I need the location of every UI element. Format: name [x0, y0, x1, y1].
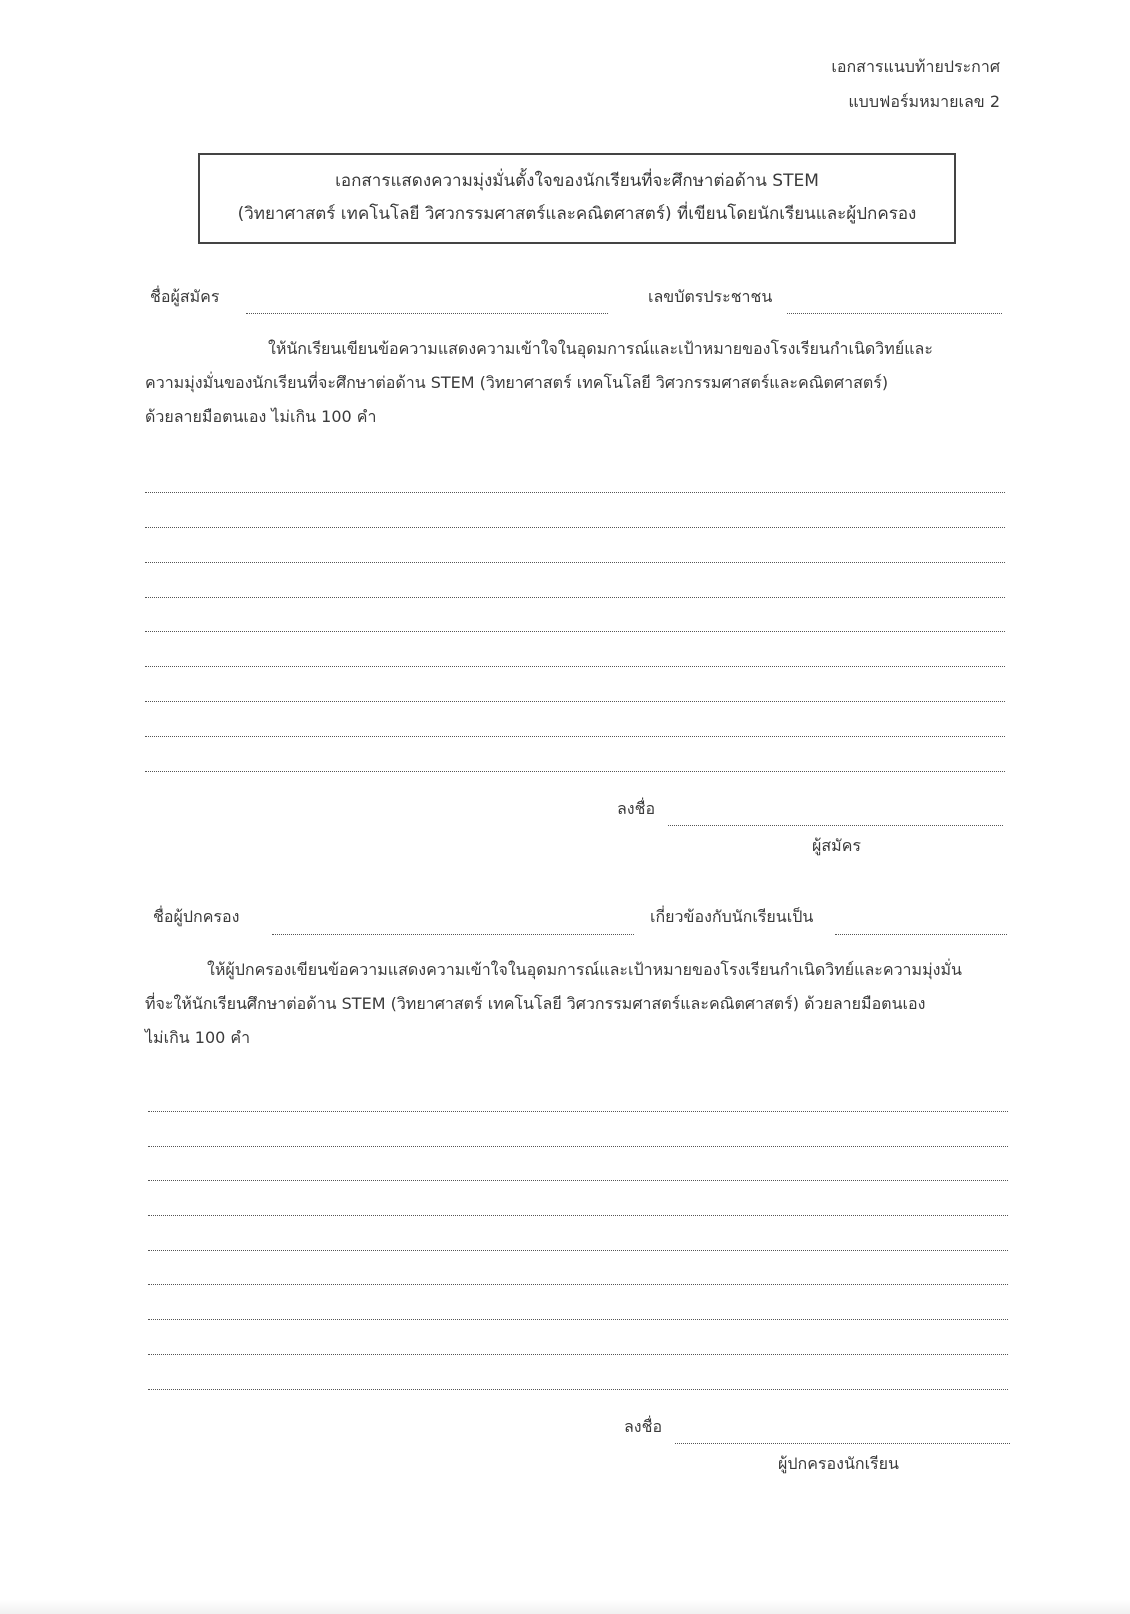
guardian-name-label: ชื่อผู้ปกครอง	[153, 907, 240, 926]
applicant-writing-line[interactable]	[145, 562, 1005, 563]
guardian-writing-line[interactable]	[148, 1180, 1008, 1181]
guardian-instruction-line-1: ให้ผู้ปกครองเขียนข้อความแสดงความเข้าใจในอุดมการณ์และเป้าหมายของโรงเรียนกำเนิดวิทย์และความมุ่งมั่น	[207, 960, 962, 979]
guardian-sign-label: ลงชื่อ	[624, 1417, 663, 1436]
guardian-instruction	[145, 953, 1005, 1055]
applicant-writing-line[interactable]	[145, 771, 1005, 772]
header-attachment-label: เอกสารแนบท้ายประกาศ	[831, 57, 1000, 76]
guardian-instruction-line-3: ไม่เกิน 100 คำ	[145, 1028, 251, 1047]
guardian-name-field[interactable]	[272, 934, 634, 935]
header-form-number: แบบฟอร์มหมายเลข 2	[848, 92, 1000, 111]
guardian-instruction-line-2: ที่จะให้นักเรียนศึกษาต่อด้าน STEM (วิทยาศาสตร์ เทคโนโลยี วิศวกรรมศาสตร์และคณิตศาสตร์) ด้วยลายมือตนเอง	[145, 994, 926, 1013]
applicant-instruction-line-2: ความมุ่งมั่นของนักเรียนที่จะศึกษาต่อด้าน STEM (วิทยาศาสตร์ เทคโนโลยี วิศวกรรมศาสตร์และคณิตศาสตร์)	[145, 373, 889, 392]
guardian-writing-line[interactable]	[148, 1354, 1008, 1355]
guardian-relation-field[interactable]	[835, 934, 1007, 935]
guardian-signature-field[interactable]	[675, 1443, 1010, 1444]
applicant-writing-line[interactable]	[145, 631, 1005, 632]
applicant-sign-role: ผู้สมัคร	[812, 836, 861, 855]
applicant-writing-line[interactable]	[145, 492, 1005, 493]
applicant-name-field[interactable]	[246, 313, 608, 314]
applicant-instruction	[145, 332, 1005, 434]
applicant-signature-field[interactable]	[668, 825, 1003, 826]
applicant-instruction-line-3: ด้วยลายมือตนเอง ไม่เกิน 100 คำ	[145, 407, 377, 426]
guardian-writing-line[interactable]	[148, 1111, 1008, 1112]
guardian-writing-line[interactable]	[148, 1146, 1008, 1147]
applicant-writing-line[interactable]	[145, 701, 1005, 702]
applicant-writing-line[interactable]	[145, 666, 1005, 667]
guardian-writing-line[interactable]	[148, 1284, 1008, 1285]
applicant-id-field[interactable]	[787, 313, 1002, 314]
guardian-writing-line[interactable]	[148, 1215, 1008, 1216]
title-line-1: เอกสารแสดงความมุ่งมั่นตั้งใจของนักเรียนที่จะศึกษาต่อด้าน STEM	[335, 171, 819, 191]
guardian-relation-label: เกี่ยวข้องกับนักเรียนเป็น	[650, 907, 814, 926]
applicant-id-label: เลขบัตรประชาชน	[648, 287, 773, 306]
title-box	[198, 153, 956, 244]
applicant-writing-line[interactable]	[145, 527, 1005, 528]
applicant-instruction-line-1: ให้นักเรียนเขียนข้อความแสดงความเข้าใจในอุดมการณ์และเป้าหมายของโรงเรียนกำเนิดวิทย์และ	[268, 339, 933, 358]
applicant-writing-line[interactable]	[145, 597, 1005, 598]
applicant-writing-line[interactable]	[145, 736, 1005, 737]
guardian-sign-role: ผู้ปกครองนักเรียน	[778, 1454, 899, 1473]
guardian-writing-line[interactable]	[148, 1319, 1008, 1320]
guardian-writing-line[interactable]	[148, 1389, 1008, 1390]
guardian-writing-line[interactable]	[148, 1250, 1008, 1251]
page-bottom-edge	[0, 1600, 1130, 1614]
applicant-sign-label: ลงชื่อ	[617, 799, 656, 818]
title-line-2: (วิทยาศาสตร์ เทคโนโลยี วิศวกรรมศาสตร์และคณิตศาสตร์) ที่เขียนโดยนักเรียนและผู้ปกครอง	[237, 204, 917, 224]
applicant-name-label: ชื่อผู้สมัคร	[150, 287, 220, 306]
